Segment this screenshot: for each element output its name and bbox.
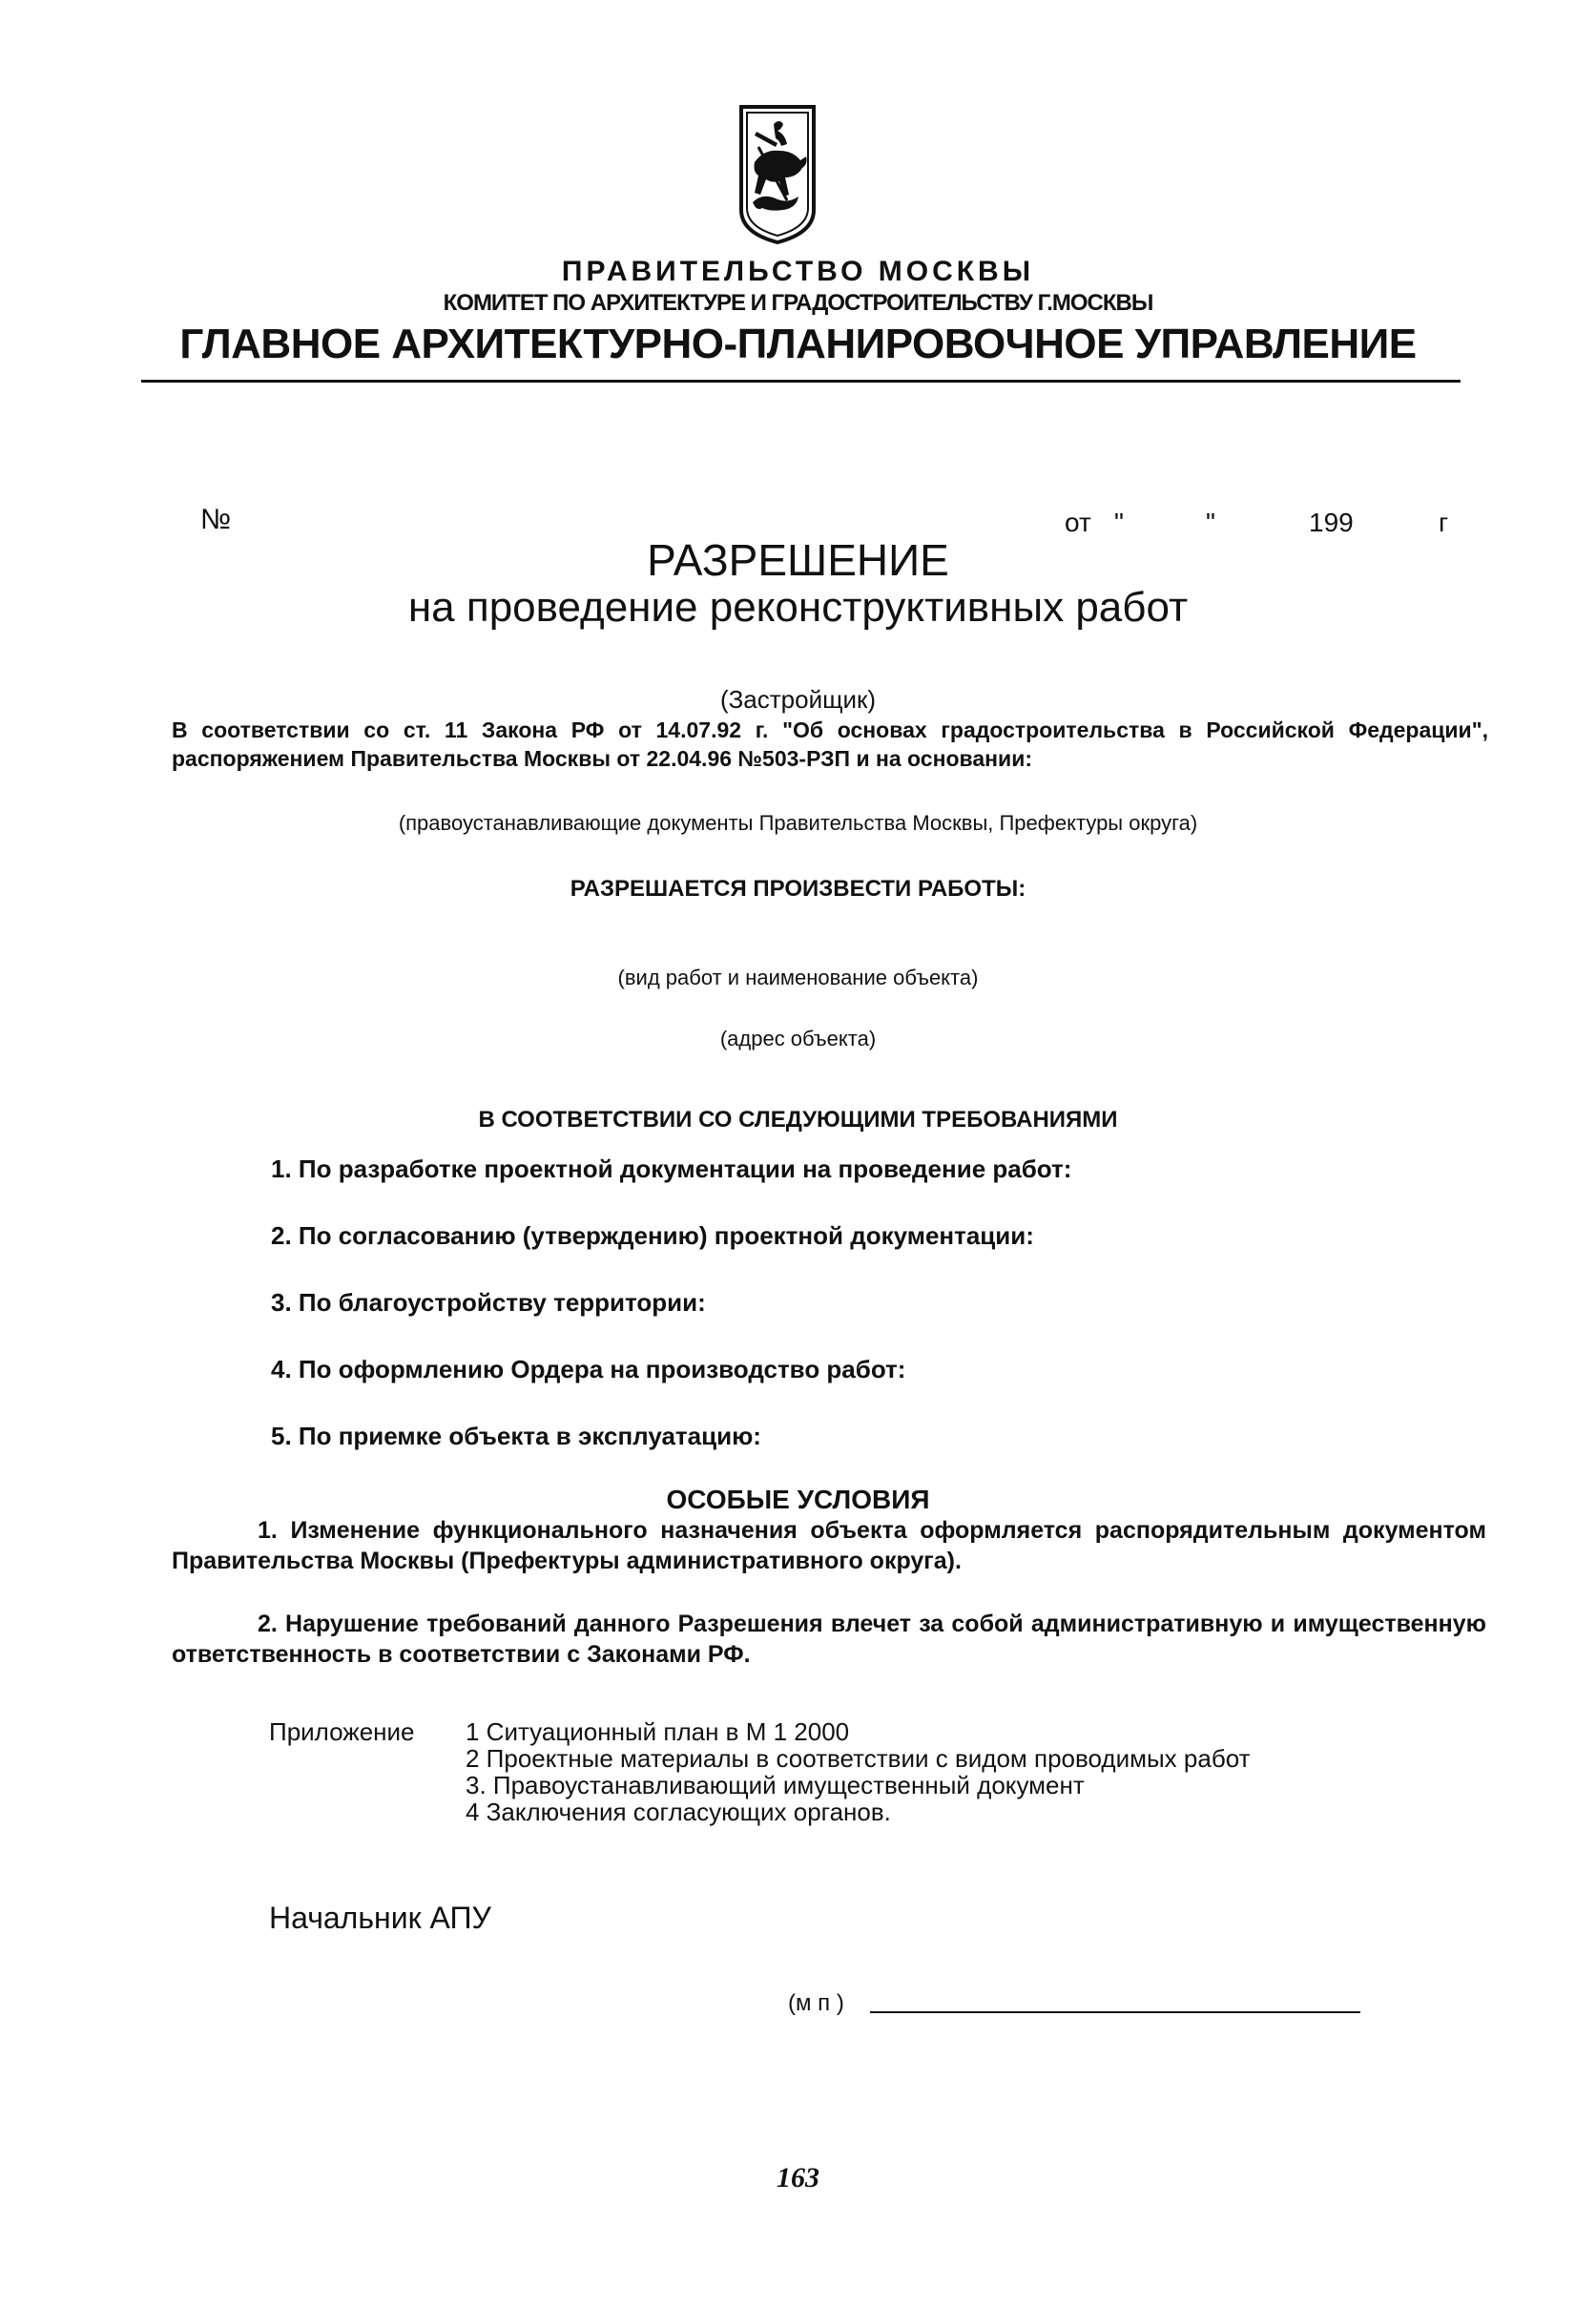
appendix-label: Приложение — [269, 1717, 415, 1746]
government-name: ПРАВИТЕЛЬСТВО МОСКВЫ — [561, 256, 1035, 287]
requirements-heading: В СООТВЕТСТВИИ СО СЛЕДУЮЩИМИ ТРЕБОВАНИЯМИ — [478, 1107, 1118, 1133]
special-conditions-heading: ОСОБЫЕ УСЛОВИЯ — [666, 1485, 930, 1514]
special-condition-item: 2. Нарушение требований данного Разрешения влечет за собой административную и имущественную ответственность в соответствии с Законами РФ. — [172, 1611, 1486, 1668]
work-type-caption: (вид работ и наименование объекта) — [617, 966, 979, 989]
requirement-item: 3. По благоустройству территории: — [271, 1288, 706, 1317]
date-year: 199 — [1309, 508, 1354, 537]
address-caption: (адрес объекта) — [719, 1027, 877, 1050]
header-divider — [141, 380, 1461, 383]
requirement-item: 1. По разработке проектной документации на проведение работ: — [271, 1154, 1072, 1183]
page-number: 163 — [777, 2162, 819, 2194]
requirement-item: 2. По согласованию (утверждению) проектной документации: — [271, 1221, 1034, 1250]
documents-caption: (правоустанавливающие документы Правительства Москвы, Префектуры округа) — [398, 811, 1198, 835]
appendix-item: 2 Проектные материалы в соответствии с видом проводимых работ — [466, 1744, 1251, 1773]
document-subtitle: на проведение реконструктивных работ — [407, 584, 1189, 631]
number-label: № — [200, 504, 232, 535]
appendix-item: 4 Заключения согласующих органов. — [466, 1798, 891, 1826]
special-condition-item: 1. Изменение функционального назначения объекта оформляется распорядительным документом Правительства Москвы (Префектуры административного округа). — [172, 1517, 1486, 1574]
department-name: ГЛАВНОЕ АРХИТЕКТУРНО-ПЛАНИРОВОЧНОЕ УПРАВЛЕНИЕ — [179, 321, 1417, 367]
requirement-item: 4. По оформлению Ордера на производство работ: — [271, 1355, 906, 1383]
appendix-item: 3. Правоустанавливающий имущественный документ — [466, 1771, 1085, 1799]
date-quote-close: " — [1206, 508, 1215, 537]
signature-line — [870, 2011, 1360, 2013]
requirement-item: 5. По приемке объекта в эксплуатацию: — [271, 1422, 761, 1450]
moscow-coat-of-arms-icon — [737, 103, 818, 246]
developer-caption: (Застройщик) — [719, 685, 877, 714]
chief-title: Начальник АПУ — [269, 1901, 491, 1935]
date-year-suffix: г — [1439, 508, 1449, 537]
committee-name: КОМИТЕТ ПО АРХИТЕКТУРЕ И ГРАДОСТРОИТЕЛЬСТВУ Г.МОСКВЫ — [443, 290, 1153, 316]
allowed-works-heading: РАЗРЕШАЕТСЯ ПРОИЗВЕСТИ РАБОТЫ: — [570, 876, 1026, 902]
document-title: РАЗРЕШЕНИЕ — [647, 535, 949, 585]
stamp-place-label: (м п ) — [788, 1990, 844, 2016]
legal-basis-text: В соответствии со ст. 11 Закона РФ от 14.07.92 г. "Об основах градостроительства в Российской Федерации", распоряжением Правительства Москвы от 22.04.96 №503-РЗП и на основании: — [172, 717, 1488, 771]
appendix-item: 1 Ситуационный план в М 1 2000 — [466, 1717, 850, 1746]
date-quote-open: " — [1114, 508, 1124, 537]
date-from-label: от — [1065, 508, 1091, 537]
